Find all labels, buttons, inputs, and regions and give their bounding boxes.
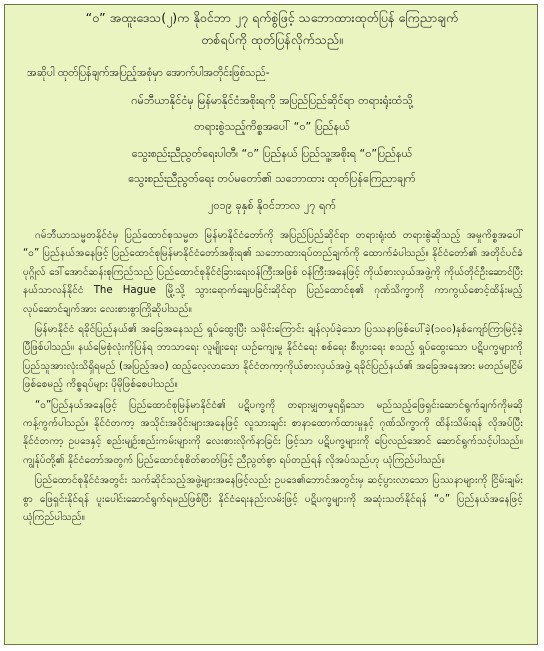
body-paragraph: ပြည်ထောင်စုနိုင်ငံအတွင်း သက်ဆိုင်သည့်အဖွဲ့များအနေဖြင့်လည်း ဥပဒေ၏ဘောင်အတွင်းမှ ဆင့်ပွားလာသော ပြဿနာများကို ငြိမ်းချမ်းစွာ ဖြေရှင်းနိုင်ရန် ပူးပေါင်းဆောင်ရွက်ရမည်ဖြစ်ပြီး နိုင်ငံရေးနည်းလမ်းဖြင့် ပဋိပက္ခများကို အဆုံးသတ်နိုင်ရန် “၀” ပြည်နယ်အနေဖြင့် ယုံကြည်ပါသည်။ <box>23 475 523 524</box>
intro-text: အဆိုပါ ထုတ်ပြန်ချက်အပြည့်အစုံမှာ အောက်ပါအတိုင်းဖြစ်သည်- <box>27 67 270 79</box>
statement-title-line-3: သွေးစည်းညီညွတ်ရေးပါတီ၊ “၀” ပြည်နယ် ပြည်သူ့အစိုးရ “၀”ပြည်နယ် <box>131 147 413 160</box>
body-paragraph: မြန်မာနိုင်ငံ ရခိုင်ပြည်နယ်၏ အခြေအနေသည် ရှုပ်ထွေးပြီး သမိုင်းကြောင်း ချန်လှပ်ခဲ့သော ပြဿနာဖြစ်ပေါ်ခဲ့(၁၀၀)နှစ်ကျော်ကြာမြင့်ခဲ့ပြီဖြစ်ပါသည်။ နယ်မြေစုံလုံးကိုပြန်ရ ဘာသာရေး လူမျိုးရေး ယဉ်ကျေးမှု နိုင်ငံရေး စစ်ရေး စီးပွားရေး စသည့် ရှုပ်ထွေးသော ပဋိပက္ခများကို ပြည်သူအားလုံးသိရှိရမည် (အပြည့်အဝ) ထည့်လေ့လာသော နိုင်ငံတကာ့ကိုယ်စားလှယ်အဖွဲ့ ရခိုင်ပြည်နယ်၏ အခြေအနေအား မတည်မငြိမ်ဖြစ်စေမည့် ကိစ္စရပ်များ ပိုမိုဖြစ်စေပါသည်။ <box>23 324 523 391</box>
statement-title-line-1: ဂမ်ဘီယာနိုင်ငံမှ မြန်မာနိုင်ငံအစိုးရကို အပြည်ပြည်ဆိုင်ရာ တရားရုံးထံသို့ <box>131 94 413 107</box>
body-paragraph: ဂမ်ဘီယာသမ္မတနိုင်ငံမှ ပြည်ထောင်စုသမ္မတ မြန်မာနိုင်ငံတော်ကို အပြည်ပြည်ဆိုင်ရာ တရားရုံးထံ တရားစွဲဆိုသည့် အမှုကိစ္စအပေါ် “၀” ပြည်နယ်အနေဖြင့် ပြည်ထောင်စုမြန်မာနိုင်ငံတော်အစိုးရ၏ သဘောထားရပ်တည်ချက်ကို ထောက်ခံပါသည်။ နိုင်ငံတော်၏ အတိုင်ပင်ခံပုဂ္ဂိုလ် ဒေါ်အောင်ဆန်းစုကြည်သည် ပြည်ထောင်စုနိုင်ငံခြားရေးဝန်ကြီးအဖြစ် ဝန်ကြီးအနေဖြင့် ကိုယ်စားလှယ်အဖွဲ့ကို ကိုယ်တိုင်ဦးဆောင်ပြီး နယ်သာလန်နိုင်ငံ The Hague မြို့သို့ သွားရောက်ချေပခြင်းဆိုင်ရာ ပြည်ထောင်စု၏ ဂုဏ်သိက္ခာကို ကာကွယ်စောင့်ထိန်းမည့် လုပ်ဆောင်ချက်အား လေးစားစွာကြိုဆိုပါသည်။ <box>23 230 523 315</box>
statement-title-line-2: တရားစွဲသည့်ကိစ္စအပေါ် “၀” ပြည်နယ် <box>194 120 350 133</box>
article-panel <box>4 4 538 645</box>
statement-date: ၂၀၁၉ ခုနှစ် နိုဝင်ဘာလ ၂၇ ရက် <box>207 199 337 212</box>
headline-line-1: “၀” အထူးဒေသ(၂)က နိုဝင်ဘာ ၂၇ ရက်စွဲဖြင့် သဘောထားထုတ်ပြန် ကြေညာချက် <box>85 10 459 25</box>
statement-body <box>23 227 523 530</box>
statement-title-line-4: သွေးစည်းညီညွတ်ရေး တပ်မတော်၏ သဘောထား ထုတ်ပြန်ကြေညာချက် <box>128 172 416 185</box>
headline-line-2: တစ်ရပ်ကို ထုတ်ပြန်လိုက်သည်။ <box>201 32 343 47</box>
body-paragraph: “၀”ပြည်နယ်အနေဖြင့် ပြည်ထောင်စုမြန်မာနိုင်ငံ၏ ပဋိပက္ခကို တရားမျှတမှုရရှိသော မည်သည့်ဖြေရှင်းဆောင်ရွက်ချက်ကိုမဆို ကန့်ကွက်ပါသည်။ နိုင်ငံတကာ့ အသိုင်းအဝိုင်းများအနေဖြင့် လူသားချင်း စာနာထောက်ထားမှုနှင့် ဂုဏ်သိက္ခာကို ထိန်းသိမ်းရန် လိုအပ်ပြီး နိုင်ငံတကာ့ ဥပဒေနှင့် စည်းမျဉ်းစည်းကမ်းများကို လေးစားလိုက်နာခြင်း ဖြင့်သာ ပဋိပက္ခများကို ပြေလည်အောင် ဆောင်ရွက်သင့်ပါသည်။ ကျွန်ုပ်တို့၏ နိုင်ငံတော်အတွက် ပြည်ထောင်စုစိတ်ဓာတ်ဖြင့် ညီညွတ်စွာ ရပ်တည်ရန် လိုအပ်သည်ဟု ယုံကြည်ပါသည်။ <box>23 399 523 466</box>
